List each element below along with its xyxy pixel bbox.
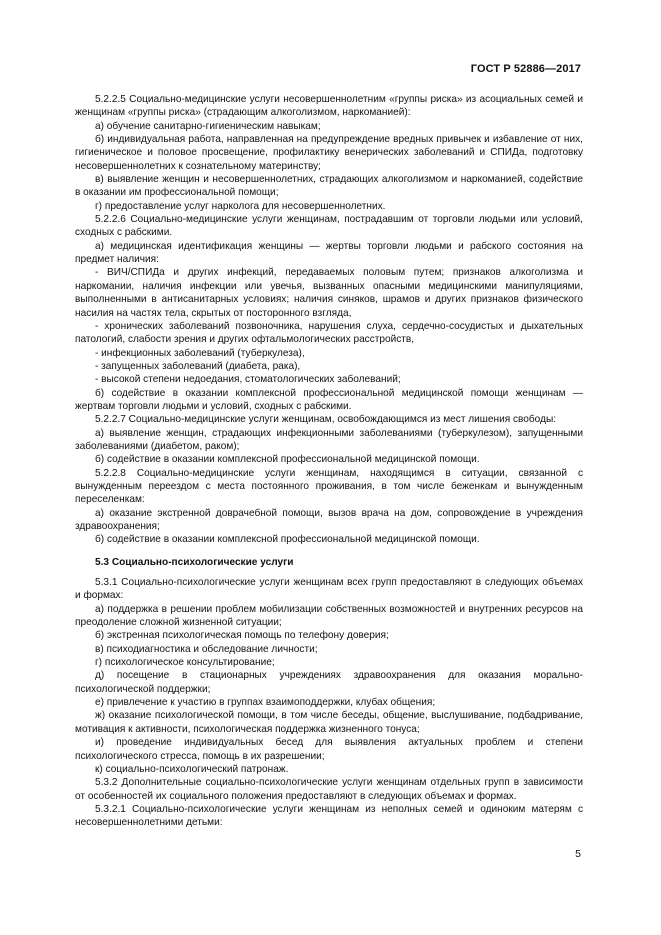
section-heading: 5.3 Социально-психологические услуги <box>95 556 294 568</box>
paragraph: ж) оказание психологической помощи, в том числе беседы, общение, выслушивание, подбадривание, мотивация к активности, психологическая поддержка жизненного тонуса; <box>75 710 583 735</box>
paragraph: б) содействие в оказании комплексной профессиональной медицинской помощи. <box>95 534 480 546</box>
paragraph: 5.2.2.6 Социально-медицинские услуги женщинам, пострадавшим от торговли людьми или условий, сходных с рабскими. <box>75 214 583 239</box>
standard-number: ГОСТ Р 52886—2017 <box>470 63 581 75</box>
paragraph: - запущенных заболеваний (диабета, рака), <box>95 360 301 372</box>
paragraph: - ВИЧ/СПИДа и других инфекций, передаваемых половым путем; признаков алкоголизма и наркомании, наличия инфекции или увечья, вызванных опасными медицинскими манипуляциями, выполненными в антисанитарных условиях; наличия синяков, шрамов и других признаков физического насилия на частях тела, скрытых от посторонного взгляда, <box>75 267 583 319</box>
paragraph: 5.3.2.1 Социально-психологические услуги женщинам из неполных семей и одиноким матерям с несовершеннолетними детьми: <box>75 803 583 829</box>
paragraph: г) предоставление услуг нарколога для несовершеннолетних. <box>95 200 386 212</box>
paragraph: 5.3.2 Дополнительные социально-психологические услуги женщинам отдельных групп в зависимости от особенностей их социального положения предоставляют в следующих объемах и формах. <box>75 777 583 802</box>
paragraph: б) содействие в оказании комплексной профессиональной медицинской помощи. <box>95 454 480 466</box>
paragraph: 5.2.2.5 Социально-медицинские услуги несовершеннолетним «группы риска» из асоциальных семей и женщинам «группы риска» (страдающим алкоголизмом, наркоманией): <box>75 94 583 119</box>
paragraph: г) психологическое консультирование; <box>95 657 275 669</box>
paragraph: а) выявление женщин, страдающих инфекционными заболеваниями (туберкулезом), запущенными заболеваниями (диабетом, раком); <box>75 427 583 452</box>
paragraph: - хронических заболеваний позвоночника, нарушения слуха, сердечно-сосудистых и дыхательных патологий, слабости зрения и других офтальмологических расстройств, <box>75 320 583 346</box>
page-number: 5 <box>575 848 581 860</box>
paragraph: б) индивидуальная работа, направленная на предупреждение вредных привычек и избавление от них, гигиеническое и половое просвещение, профилактику венерических заболеваний и СПИДа, подготовку несовершеннолетних к сознательному материнству; <box>75 134 583 172</box>
paragraph: д) посещение в стационарных учреждениях здравоохранения для оказания морально-психологической поддержки; <box>75 670 583 695</box>
paragraph: к) социально-психологический патронаж. <box>95 763 289 775</box>
paragraph: и) проведение индивидуальных бесед для выявления актуальных проблем и степени психологического стресса, помощь в их разрешении; <box>75 737 583 762</box>
paragraph: б) содействие в оказании комплексной профессиональной медицинской помощи женщинам — жертвам торговли людьми и условий, сходных с рабскими. <box>75 387 583 412</box>
paragraph: а) обучение санитарно-гигиеническим навыкам; <box>95 120 321 132</box>
document-body <box>75 93 583 830</box>
paragraph: а) оказание экстренной доврачебной помощи, вызов врача на дом, сопровождение в учреждения здравоохранения; <box>75 507 583 532</box>
paragraph: а) поддержка в решении проблем мобилизации собственных возможностей и внутренних ресурсов на преодоление сложной жизненной ситуации; <box>75 603 583 629</box>
paragraph: б) экстренная психологическая помощь по телефону доверия; <box>95 630 389 642</box>
paragraph: а) медицинская идентификация женщины — жертвы торговли людьми и рабского состояния на предмет наличия: <box>75 240 583 266</box>
paragraph: - высокой степени недоедания, стоматологических заболеваний; <box>95 374 401 386</box>
paragraph: в) выявление женщин и несовершеннолетних, страдающих алкоголизмом и наркоманией, содействие в оказании им профессиональной помощи; <box>75 174 583 199</box>
paragraph: 5.2.2.8 Социально-медицинские услуги женщинам, находящимся в ситуации, связанной с вынужденным переездом с места постоянного проживания, в том числе беженкам и вынужденным переселенкам: <box>75 467 583 506</box>
paragraph: е) привлечение к участию в группах взаимоподдержки, клубах общения; <box>95 697 436 709</box>
paragraph: 5.3.1 Социально-психологические услуги женщинам всех групп предоставляют в следующих объемах и формах: <box>75 577 583 602</box>
paragraph: - инфекционных заболеваний (туберкулеза), <box>95 347 305 359</box>
paragraph: в) психодиагностика и обследование личности; <box>95 643 318 655</box>
paragraph: 5.2.2.7 Социально-медицинские услуги женщинам, освобождающимся из мест лишения свободы: <box>95 414 557 426</box>
